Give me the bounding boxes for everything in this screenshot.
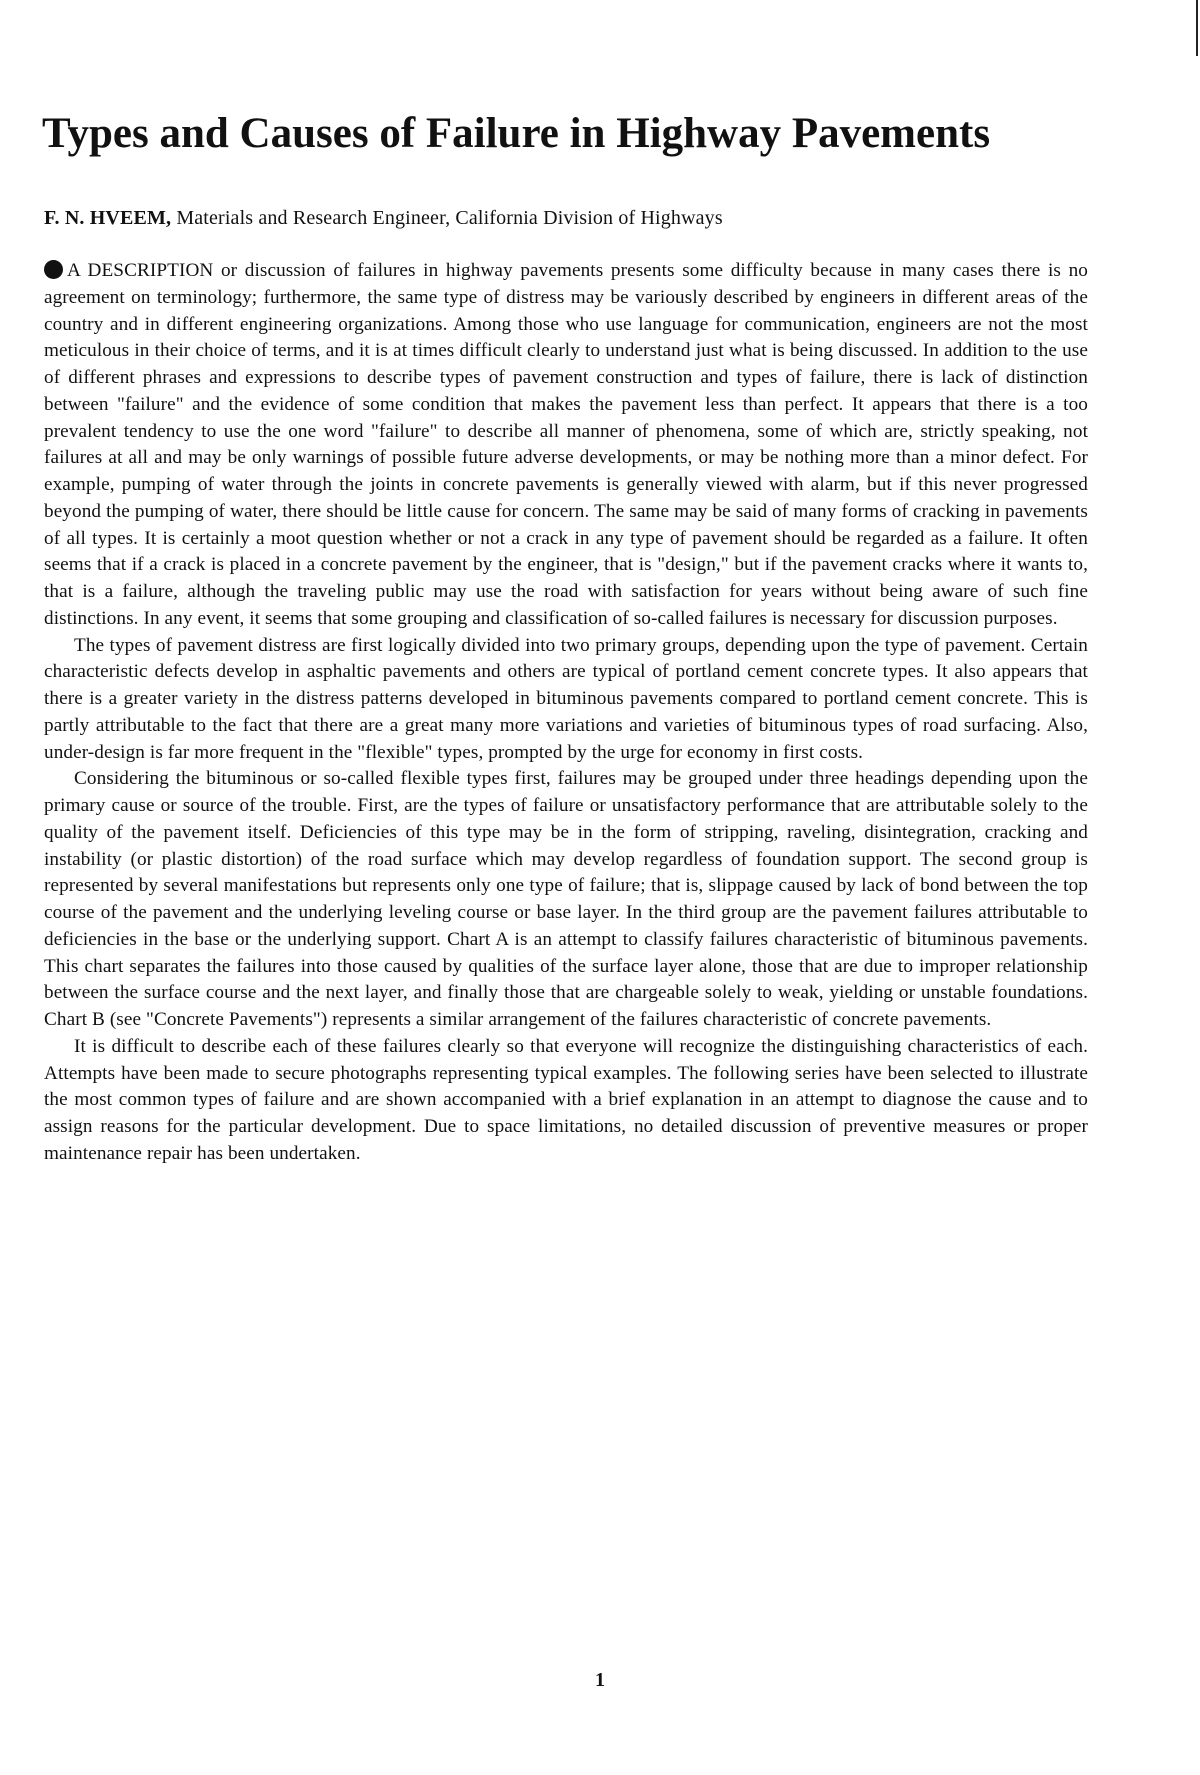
paragraph-2: The types of pavement distress are first logically divided into two primary groups, depending upon the type of pavement. Certain characteristic defects develop in asphaltic pavements and others are typical of portland cement concrete types. It also appears that there is a greater variety in the distress patterns developed in bituminous pavements compared to portland cement concrete. This is partly attributable to the fact that there are a great many more variations and varieties of bituminous types of road surfacing. Also, under-design is far more frequent in the "flexible" types, prompted by the urge for economy in first costs. xyxy=(44,634,1088,763)
bullet-icon xyxy=(44,260,63,279)
paragraph-1-text: A DESCRIPTION or discussion of failures in highway pavements presents some difficulty because in many cases there is no agreement on terminology; furthermore, the same type of distress may be variously described by engineers in different areas of the country and in different engineering organizations. Among those who use language for communication, engineers are not the most meticulous in their choice of terms, and it is at times difficult clearly to understand just what is being discussed. In addition to the use of different phrases and expressions to describe types of pavement construction and types of failure, there is lack of distinction between "failure" and the evidence of some condition that makes the pavement less than perfect. It appears that there is a too prevalent tendency to use the one word "failure" to describe all manner of phenomena, some of which are, strictly speaking, not failures at all and may be only warnings of possible future adverse developments, or may be nothing more than a minor defect. For example, pumping of water through the joints in concrete pavements is generally viewed with alarm, but if this never progressed beyond the pumping of water, there should be little cause for concern. The same may be said of many forms of cracking in pavements of all types. It is certainly a moot question whether or not a crack in any type of pavement should be regarded as a failure. It often seems that if a crack is placed in a concrete pavement by the engineer, that is "design," but if the pavement cracks where it wants to, that is a failure, although the traveling public may use the road with satisfaction for years without being aware of such fine distinctions. In any event, it seems that some grouping and classification of so-called failures is necessary for discussion purposes. xyxy=(44,260,1088,629)
body-text xyxy=(44,258,1088,1168)
paragraph-4: It is difficult to describe each of these failures clearly so that everyone will recognize the distinguishing characteristics of each. Attempts have been made to secure photographs representing typical examples. The following series have been selected to illustrate the most common types of failure and are shown accompanied with a brief explanation in an attempt to diagnose the cause and to assign reasons for the particular development. Due to space limitations, no detailed discussion of preventive measures or proper maintenance repair has been undertaken. xyxy=(44,1035,1088,1164)
paper-title: Types and Causes of Failure in Highway Pavements xyxy=(42,110,991,157)
author-affiliation: Materials and Research Engineer, California Division of Highways xyxy=(176,207,723,229)
scan-edge-mark xyxy=(1196,0,1198,56)
author-name: F. N. HVEEM, xyxy=(44,207,172,229)
byline xyxy=(44,205,723,231)
page-number: 1 xyxy=(595,1669,605,1691)
paragraph-3: Considering the bituminous or so-called flexible types first, failures may be grouped under three headings depending upon the primary cause or source of the trouble. First, are the types of failure or unsatisfactory performance that are attributable solely to the quality of the pavement itself. Deficiencies of this type may be in the form of stripping, raveling, disintegration, cracking and instability (or plastic distortion) of the road surface which may develop regardless of foundation support. The second group is represented by several manifestations but represents only one type of failure; that is, slippage caused by lack of bond between the top course of the pavement and the underlying leveling course or base layer. In the third group are the pavement failures attributable to deficiencies in the base or the underlying support. Chart A is an attempt to classify failures characteristic of bituminous pavements. This chart separates the failures into those caused by qualities of the surface layer alone, those that are due to improper relationship between the surface course and the next layer, and finally those that are chargeable solely to weak, yielding or unstable foundations. Chart B (see "Concrete Pavements") represents a similar arrangement of the failures characteristic of concrete pavements. xyxy=(44,768,1088,1030)
paragraph-1 xyxy=(44,258,1088,633)
